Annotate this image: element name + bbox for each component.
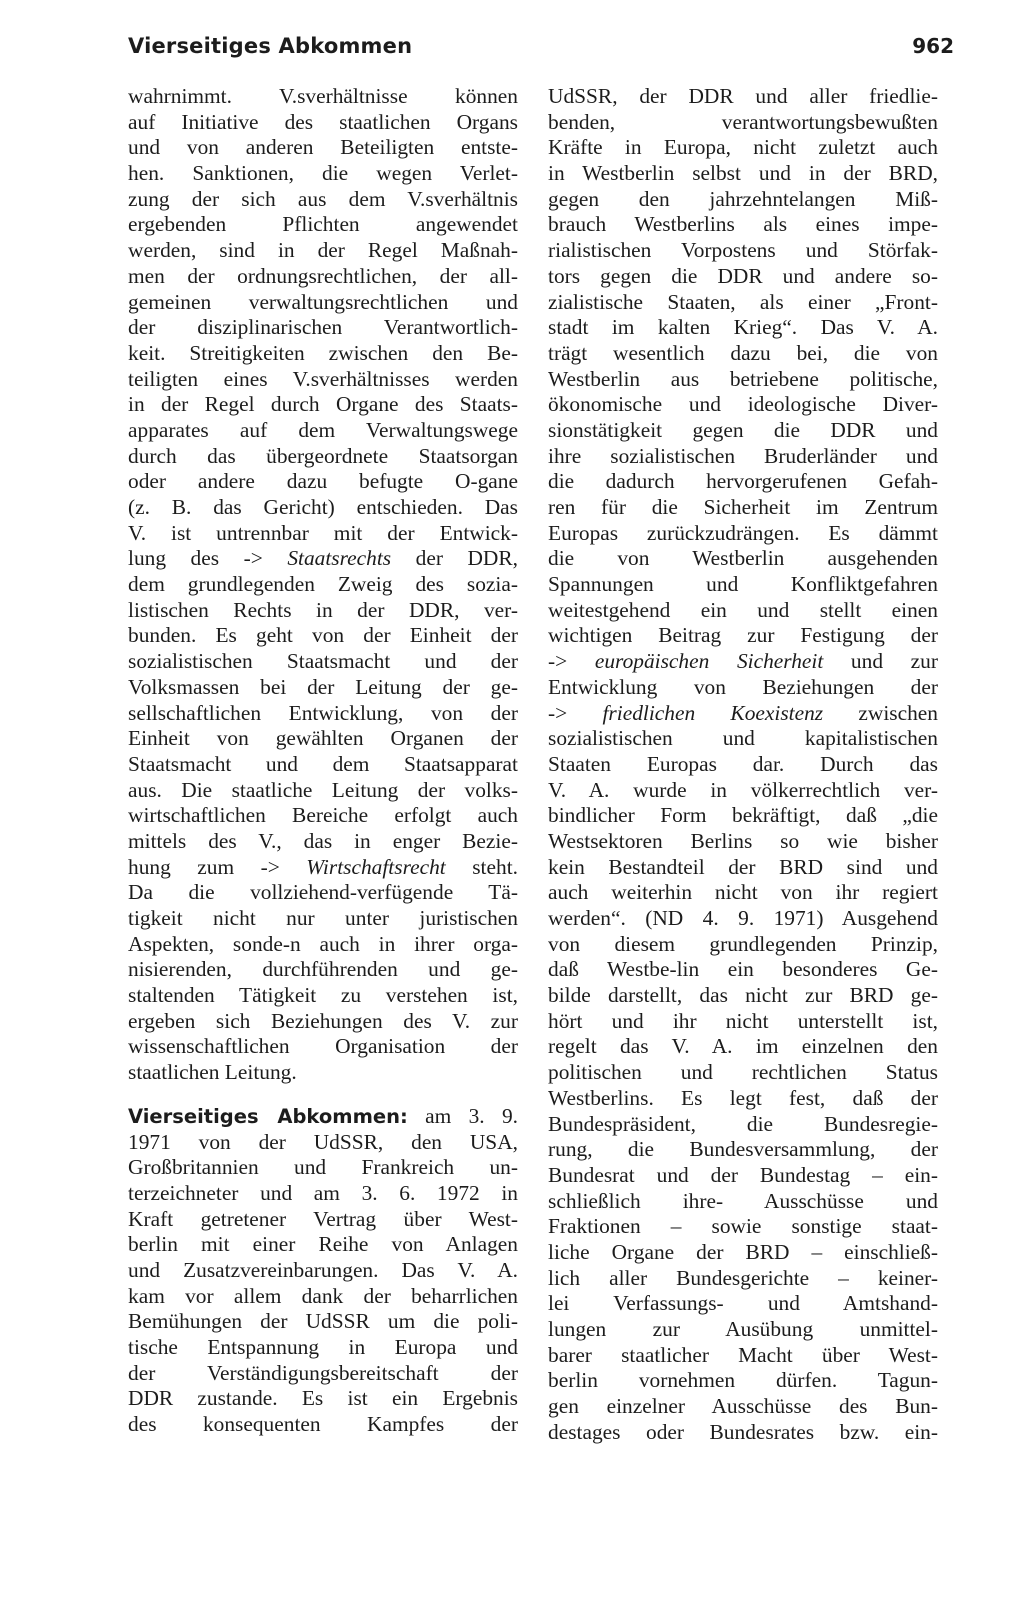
text-line <box>128 392 518 418</box>
text-line <box>128 1155 518 1181</box>
text-line <box>128 778 518 804</box>
text-line <box>548 623 938 649</box>
text-run: Westsektoren Berlins so wie bisher <box>548 828 938 853</box>
text-line <box>128 546 518 572</box>
text-line <box>128 1104 518 1130</box>
text-run: (z. B. das Gericht) entschieden. Das <box>128 495 518 519</box>
text-line <box>548 649 938 675</box>
text-run: gegen den jahrzehntelangen Miß- <box>548 186 938 211</box>
text-line <box>128 418 518 444</box>
text-line <box>128 290 518 316</box>
entry-headword: Vierseitiges Abkommen: <box>128 1104 408 1128</box>
text-run: Bemühungen der UdSSR um die poli- <box>128 1309 518 1334</box>
text-run: terzeichneter und am 3. 6. 1972 in <box>128 1180 518 1205</box>
text-run: Bundesrat und der Bundestag – ein- <box>548 1162 938 1187</box>
text-run: men der ordnungsrechtlichen, der all- <box>128 263 518 288</box>
cross-reference: europäischen Sicherheit <box>594 649 824 674</box>
text-line <box>548 778 938 804</box>
text-line <box>128 1060 518 1086</box>
text-run: dem grundlegenden Zweig des sozia- <box>128 572 518 597</box>
text-run: Kraft getretener Vertrag über West- <box>128 1206 518 1231</box>
text-line <box>128 212 518 238</box>
text-line <box>548 1214 938 1240</box>
text-run: der disziplinarischen Verantwortlich- <box>128 315 518 340</box>
text-run: gen einzelner Ausschüsse des Bun- <box>548 1394 938 1419</box>
text-run: hung zum -> <box>128 854 307 879</box>
text-line <box>128 187 518 213</box>
text-run: bilde darstellt, das nicht zur BRD ge- <box>548 983 938 1008</box>
text-line <box>128 598 518 624</box>
text-line <box>548 803 938 829</box>
text-line <box>548 675 938 701</box>
text-line <box>128 1181 518 1207</box>
text-run: Einheit von gewählten Organen der <box>128 726 518 751</box>
text-run: mittels des V., das in enger Bezie- <box>128 828 518 853</box>
text-line <box>548 598 938 624</box>
text-run: der Verständigungsbereitschaft der <box>128 1360 518 1385</box>
text-line <box>548 521 938 547</box>
text-line <box>128 752 518 778</box>
text-run: berlin vornehmen dürfen. Tagun- <box>548 1368 938 1393</box>
text-line <box>128 983 518 1009</box>
text-run: auch weiterhin nicht von ihr regiert <box>548 880 938 905</box>
text-run: lungen zur Ausübung unmittel- <box>548 1317 938 1341</box>
text-line <box>128 880 518 906</box>
text-line <box>128 1130 518 1156</box>
text-line <box>548 932 938 958</box>
text-run: durch das übergeordnete Staatsorgan <box>128 443 518 468</box>
text-run: bindlicher Form bekräftigt, daß „die <box>548 803 938 828</box>
cross-reference: friedlichen Koexistenz <box>602 700 824 725</box>
text-line <box>548 161 938 187</box>
left-column <box>128 84 518 1438</box>
text-line <box>128 1335 518 1361</box>
text-line <box>548 1291 938 1317</box>
text-run: rialistischen Vorpostens und Störfak- <box>548 238 938 263</box>
text-line <box>128 1284 518 1310</box>
text-run: Staatsmacht und dem Staatsapparat <box>128 751 518 776</box>
text-line <box>548 315 938 341</box>
text-run: V. ist untrennbar mit der Entwick- <box>128 520 518 545</box>
text-line <box>548 752 938 778</box>
text-line <box>128 1232 518 1258</box>
text-line <box>128 264 518 290</box>
text-run: gane <box>477 469 518 494</box>
text-run: ergebenden Pflichten angewendet <box>128 212 518 237</box>
text-line <box>548 418 938 444</box>
text-run: politischen und rechtlichen Status <box>548 1060 938 1085</box>
text-line <box>548 212 938 238</box>
text-line <box>548 187 938 213</box>
text-run: zung der sich aus dem V.sverhältnis <box>128 186 518 211</box>
text-line <box>128 1258 518 1284</box>
text-run: lei Verfassungs- und Amtshand- <box>548 1291 938 1316</box>
text-line <box>128 315 518 341</box>
text-run: aus. Die staatliche Leitung der volks- <box>128 777 518 802</box>
text-run: des konsequenten Kampfes der <box>128 1412 518 1437</box>
text-run: werden, sind in der Regel Maßnah- <box>128 238 518 263</box>
text-run: n auch in ihrer orga- <box>289 931 518 956</box>
text-run: daß Westbe <box>548 957 670 982</box>
text-run: und zur <box>823 649 938 674</box>
text-run: und Zusatzvereinbarungen. Das V. A. <box>128 1257 518 1282</box>
text-line <box>548 238 938 264</box>
text-run: ökonomische und ideologische Diver- <box>548 392 938 417</box>
text-run: Westberlin aus betriebene politische, <box>548 366 938 391</box>
right-column <box>548 84 938 1445</box>
text-run: rung, die Bundesversammlung, der <box>548 1137 938 1162</box>
text-line <box>548 1240 938 1266</box>
text-run: 1971 von der UdSSR, den USA, <box>128 1129 518 1154</box>
text-run: Westberlins. Es legt fest, daß der <box>548 1085 938 1110</box>
text-line <box>128 623 518 649</box>
text-line <box>548 572 938 598</box>
text-run: lin ein besonderes Ge- <box>676 957 939 982</box>
text-run: kam vor allem dank der beharrlichen <box>128 1283 518 1308</box>
text-line <box>128 110 518 136</box>
text-line <box>128 495 518 521</box>
text-line <box>128 341 518 367</box>
text-run: lich aller Bundesgerichte – keiner- <box>548 1265 938 1290</box>
text-run: wirtschaftlichen Bereiche erfolgt auch <box>128 803 518 828</box>
text-run: teiligten eines V.sverhältnisses werden <box>128 366 518 391</box>
text-run: am 3. 9. <box>407 1103 518 1128</box>
text-line <box>128 84 518 110</box>
text-line <box>128 906 518 932</box>
text-line <box>128 1361 518 1387</box>
text-run: in der Regel durch Organe des Staats- <box>128 392 518 417</box>
text-run: DDR zustande. Es ist ein Ergebnis <box>128 1386 518 1411</box>
text-run: barer staatlicher Macht über West- <box>548 1342 938 1367</box>
text-run: zialistische Staaten, als einer „Front- <box>548 289 938 314</box>
text-run: - <box>669 957 677 982</box>
text-line <box>548 444 938 470</box>
text-run: lung des -> <box>128 546 288 571</box>
text-run: wichtigen Beitrag zur Festigung der <box>548 623 938 648</box>
text-run: sozialistischen Staatsmacht und der <box>128 649 518 674</box>
text-line <box>548 264 938 290</box>
text-run: - <box>282 931 290 956</box>
text-run: die von Westberlin ausgehenden <box>548 546 938 571</box>
text-run: ergeben sich Beziehungen des V. zur <box>128 1008 518 1033</box>
text-run: wahrnimmt. V.sverhältnisse können <box>128 84 518 108</box>
text-line <box>128 1386 518 1412</box>
text-line <box>128 444 518 470</box>
text-line <box>548 546 938 572</box>
text-line <box>548 906 938 932</box>
text-run: in Westberlin selbst und in der BRD, <box>548 161 938 186</box>
text-line <box>548 392 938 418</box>
text-run: weitestgehend ein und stellt einen <box>548 597 938 622</box>
text-line <box>548 1266 938 1292</box>
text-line <box>128 701 518 727</box>
text-run: wissenschaftlichen Organisation der <box>128 1034 518 1059</box>
text-run: sionstätigkeit gegen die DDR und <box>548 417 938 442</box>
text-run: und von anderen Beteiligten entste- <box>128 135 518 160</box>
text-line <box>128 726 518 752</box>
paragraph-gap <box>128 1086 518 1104</box>
text-run: Aspekten, sonde <box>128 931 283 956</box>
text-line <box>128 1034 518 1060</box>
text-run: tors gegen die DDR und andere so- <box>548 263 938 288</box>
text-line <box>548 1009 938 1035</box>
text-line <box>548 1394 938 1420</box>
text-run: Entwicklung von Beziehungen der <box>548 674 938 699</box>
cross-reference: Wirtschaftsrecht <box>306 854 446 879</box>
text-run: Da die vollziehend-verfügende Tä- <box>128 880 518 905</box>
text-line <box>128 521 518 547</box>
text-line <box>128 1309 518 1335</box>
text-line <box>128 367 518 393</box>
text-run: Volksmassen bei der Leitung der ge- <box>128 674 518 699</box>
text-run: nisierenden, durchführenden und ge- <box>128 957 518 982</box>
running-head: Vierseitiges Abkommen <box>128 34 413 58</box>
text-line <box>128 238 518 264</box>
text-run: Staaten Europas dar. Durch das <box>548 751 938 776</box>
text-run: von diesem grundlegenden Prinzip, <box>548 931 938 956</box>
text-line <box>128 1009 518 1035</box>
text-run: tische Entspannung in Europa und <box>128 1335 518 1359</box>
text-run: Bundespräsident, die Bundesregie- <box>548 1111 938 1136</box>
text-line <box>128 829 518 855</box>
text-line <box>548 1368 938 1394</box>
text-run: ren für die Sicherheit im Zentrum <box>548 495 938 519</box>
text-run: gemeinen verwaltungsrechtlichen und <box>128 289 518 314</box>
cross-reference: Staatsrechts <box>287 546 392 571</box>
text-line <box>548 701 938 727</box>
text-run: Ausschüsse und <box>723 1188 938 1213</box>
text-run: hört und ihr nicht unterstellt ist, <box>548 1008 938 1033</box>
text-run: schließlich ihre <box>548 1188 716 1213</box>
text-line <box>548 341 938 367</box>
text-line <box>548 367 938 393</box>
text-run: brauch Westberlins als eines impe- <box>548 212 938 237</box>
text-line <box>128 855 518 881</box>
text-line <box>128 1412 518 1438</box>
text-run: sellschaftlichen Entwicklung, von der <box>128 700 518 725</box>
text-line <box>548 1163 938 1189</box>
text-run: apparates auf dem Verwaltungswege <box>128 417 518 442</box>
text-run: V. A. wurde in völkerrechtlich ver- <box>548 777 938 802</box>
text-line <box>548 1086 938 1112</box>
text-run: - <box>470 469 478 494</box>
text-line <box>548 1034 938 1060</box>
text-run: benden, verantwortungsbewußten <box>548 109 938 134</box>
text-line <box>548 290 938 316</box>
text-run: werden“. (ND 4. 9. 1971) Ausgehend <box>548 906 938 930</box>
text-line <box>548 983 938 1009</box>
page-header <box>128 34 954 74</box>
text-line <box>548 1060 938 1086</box>
text-line <box>128 1207 518 1233</box>
text-run: -> <box>548 700 603 725</box>
text-line <box>548 1137 938 1163</box>
text-run: Fraktionen – sowie sonstige staat- <box>548 1214 938 1239</box>
text-line <box>548 84 938 110</box>
text-line <box>548 829 938 855</box>
text-line <box>128 803 518 829</box>
text-line <box>548 726 938 752</box>
text-line <box>548 469 938 495</box>
page-number: 962 <box>912 34 954 58</box>
text-run: staatlichen Leitung. <box>128 1060 297 1085</box>
text-run: liche Organe der BRD – einschließ- <box>548 1239 938 1264</box>
text-run: UdSSR, der DDR und aller friedlie- <box>548 84 938 108</box>
text-line <box>128 649 518 675</box>
text-run: -> <box>548 649 595 674</box>
text-line <box>128 957 518 983</box>
text-line <box>548 1317 938 1343</box>
text-line <box>128 675 518 701</box>
text-line <box>128 572 518 598</box>
text-run: sozialistischen und kapitalistischen <box>548 726 938 751</box>
text-run: staltenden Tätigkeit zu verstehen ist, <box>128 983 518 1008</box>
text-line <box>548 880 938 906</box>
text-line <box>128 932 518 958</box>
text-line <box>548 957 938 983</box>
text-run: steht. <box>445 854 518 879</box>
text-run: listischen Rechts in der DDR, ver- <box>128 597 518 622</box>
text-run: bunden. Es geht von der Einheit der <box>128 623 518 648</box>
text-run: - <box>716 1188 724 1213</box>
text-run: kein Bestandteil der BRD sind und <box>548 854 938 879</box>
text-line <box>128 135 518 161</box>
text-run: trägt wesentlich dazu bei, die von <box>548 340 938 365</box>
text-line <box>548 1112 938 1138</box>
text-run: regelt das V. A. im einzelnen den <box>548 1034 938 1059</box>
text-run: tigkeit nicht nur unter juristischen <box>128 906 518 930</box>
text-run: Europas zurückzudrängen. Es dämmt <box>548 520 938 545</box>
text-run: destages oder Bundesrates bzw. ein- <box>548 1419 938 1444</box>
text-line <box>548 495 938 521</box>
text-run: stadt im kalten Krieg“. Das V. A. <box>548 315 938 340</box>
text-run: auf Initiative des staatlichen Organs <box>128 109 518 134</box>
text-run: hen. Sanktionen, die wegen Verlet- <box>128 161 518 186</box>
text-line <box>548 135 938 161</box>
text-line <box>548 110 938 136</box>
text-line <box>128 161 518 187</box>
text-line <box>548 855 938 881</box>
text-run: Kräfte in Europa, nicht zuletzt auch <box>548 135 938 160</box>
text-run: oder andere dazu befugte O <box>128 469 471 494</box>
text-line <box>548 1343 938 1369</box>
text-run: zwischen <box>823 700 938 725</box>
text-run: berlin mit einer Reihe von Anlagen <box>128 1232 518 1257</box>
text-line <box>548 1189 938 1215</box>
text-line <box>128 469 518 495</box>
text-run: der DDR, <box>391 546 518 571</box>
text-line <box>548 1420 938 1446</box>
text-run: Großbritannien und Frankreich un- <box>128 1155 518 1180</box>
text-run: die dadurch hervorgerufenen Gefah- <box>548 469 938 494</box>
text-run: Spannungen und Konfliktgefahren <box>548 572 938 597</box>
text-run: keit. Streitigkeiten zwischen den Be- <box>128 340 518 365</box>
text-run: ihre sozialistischen Bruderländer und <box>548 443 938 468</box>
